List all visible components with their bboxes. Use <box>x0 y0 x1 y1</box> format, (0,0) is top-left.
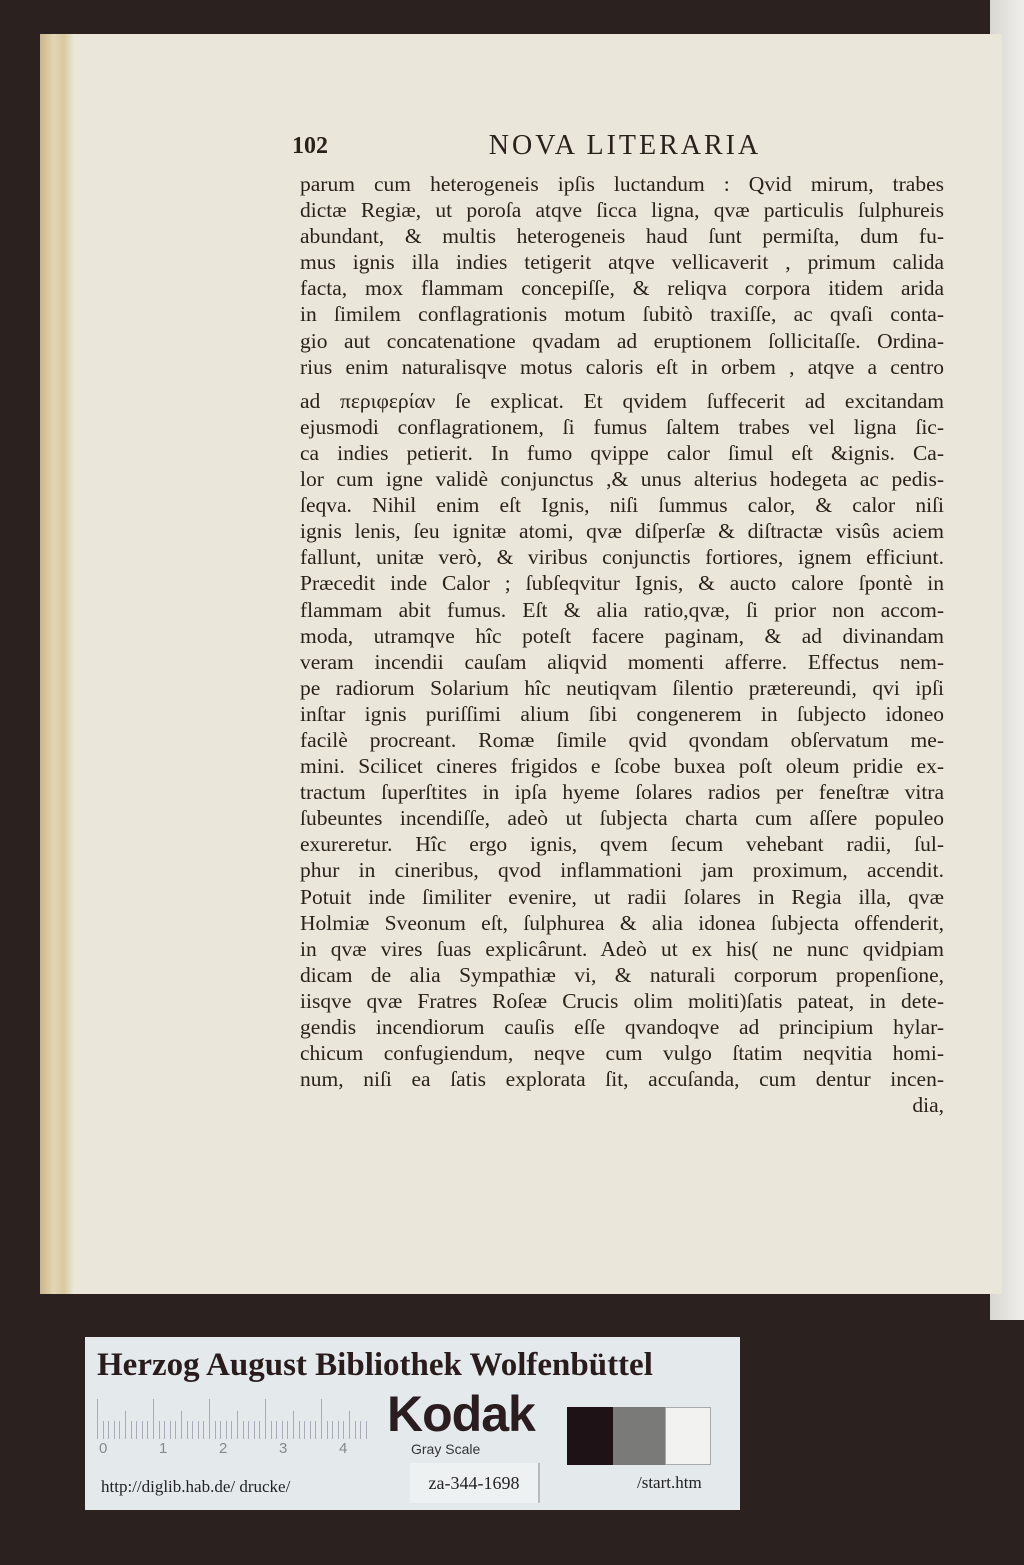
ruler-tick <box>237 1411 238 1439</box>
gray-swatch-black <box>567 1407 613 1465</box>
text-line: Præcedit inde Calor ; ſubſeqvitur Ignis, & aucto calore ſpontè in <box>300 571 944 596</box>
ruler-tick <box>343 1421 344 1439</box>
ruler-number: 1 <box>159 1440 168 1457</box>
library-name: Herzog August Bibliothek Wolfenbüttel <box>97 1347 653 1383</box>
ruler-number: 3 <box>279 1440 288 1457</box>
ruler-tick <box>187 1421 188 1439</box>
page-edges <box>40 34 74 1294</box>
ruler-tick <box>125 1411 126 1439</box>
text-line: chicum confugiendum, neqve cum vulgo ſtatim neqvitia homi- <box>300 1041 944 1066</box>
call-number: za-344-1698 <box>410 1463 540 1503</box>
ruler-tick <box>366 1421 367 1439</box>
ruler-tick <box>108 1421 109 1439</box>
ruler-tick <box>142 1421 143 1439</box>
text-line: dictæ Regiæ, ut poroſa atqve ſicca ligna, qvæ particulis ſulphureis <box>300 198 944 223</box>
ruler-tick <box>243 1421 244 1439</box>
ruler-tick <box>175 1421 176 1439</box>
ruler-tick <box>181 1411 182 1439</box>
ruler-tick <box>282 1421 283 1439</box>
text-line: iisqve qvæ Fratres Roſeæ Crucis olim moliti)ſatis pateat, in dete- <box>300 988 944 1013</box>
text-line: tractum ſuperſtites in ipſa hyeme ſolares radios per feneſtræ vitra <box>300 780 944 805</box>
ruler-tick <box>226 1421 227 1439</box>
url-prefix: http://diglib.hab.de/ drucke/ <box>101 1477 291 1496</box>
ruler-tick <box>170 1421 171 1439</box>
gray-swatch-white <box>665 1407 711 1465</box>
text-line: in ſimilem conflagrationis motum ſubitò traxiſſe, ac qvaſi conta- <box>300 302 944 327</box>
text-line: facilè procreant. Romæ ſimile qvid qvondam obſervatum me- <box>300 727 944 752</box>
ruler-tick <box>198 1421 199 1439</box>
text-line: gendis incendiorum cauſis eſſe qvandoqve ad principium hylar- <box>300 1015 944 1039</box>
library-label <box>85 1337 740 1510</box>
ruler-tick <box>321 1399 322 1439</box>
ruler-tick <box>349 1411 350 1439</box>
ruler-tick <box>114 1421 115 1439</box>
ruler-number: 4 <box>339 1440 348 1457</box>
page-header <box>292 130 952 164</box>
text-line: mini. Scilicet cineres frigidos e ſcobe buxea poſt oleum pridie ex- <box>300 754 944 779</box>
ruler-tick <box>103 1421 104 1439</box>
ruler-tick <box>215 1421 216 1439</box>
ruler-tick <box>119 1421 120 1439</box>
ruler-number: 2 <box>219 1440 228 1457</box>
ruler-tick <box>332 1421 333 1439</box>
text-line: gio aut concatenatione qvadam ad eruptionem ſollicitaſſe. Ordina- <box>300 328 944 353</box>
text-line: facta, mox flammam concepiſſe, & reliqva corpora itidem arida <box>300 276 944 301</box>
ruler-tick <box>209 1399 210 1439</box>
kodak-logo: Kodak <box>387 1386 535 1442</box>
text-line: ignis lenis, ſeu ignitæ atomi, qvæ diſperſæ & diſtractæ visûs aciem <box>300 519 944 544</box>
text-line: lor cum igne validè conjunctus ,& unus alterius hodegeta ac pedis- <box>300 467 944 492</box>
ruler-tick <box>304 1421 305 1439</box>
text-line: inſtar ignis puriſſimi alium ſibi congenerem in ſubjecto idoneo <box>300 701 944 726</box>
text-line: fallunt, unitæ verò, & viribus conjunctis fortiores, ignem efficiunt. <box>300 545 944 570</box>
text-line: ſubeuntes incendiſſe, adeò ut ſubjecta charta cum aſſere populeo <box>300 806 944 831</box>
ruler-tick <box>248 1421 249 1439</box>
text-line: in qvæ vires ſuas explicârunt. Adeò ut ex his( ne nunc qvidpiam <box>300 936 944 961</box>
text-line: rius enim naturalisqve motus caloris eſt in orbem , atqve a centro <box>300 354 944 379</box>
text-line: dicam de alia Sympathiæ vi, & naturali corporum propenſione, <box>300 962 944 987</box>
ruler-tick <box>293 1411 294 1439</box>
text-line: exureretur. Hîc ergo ignis, qvem ſecum vehebant radii, ſul- <box>300 832 944 857</box>
text-line: moda, utramqve hîc poteſt facere paginam, & ad divinandam <box>300 623 944 648</box>
page-number: 102 <box>292 133 328 159</box>
ruler-tick <box>276 1421 277 1439</box>
text-line: mus ignis illa indies tetigerit atqve vellicaverit , primum calida <box>300 250 944 275</box>
gray-scale-caption: Gray Scale <box>411 1441 481 1457</box>
body-text <box>300 171 944 1118</box>
text-line: veram incendii cauſam aliqvid momenti afferre. Effectus nem- <box>300 649 944 674</box>
running-title: NOVA LITERARIA <box>488 130 762 161</box>
text-line: Potuit inde ſimiliter evenire, ut radii ſolares in Regia illa, qvæ <box>300 884 944 909</box>
ruler-tick <box>231 1421 232 1439</box>
ruler-tick <box>153 1399 154 1439</box>
ruler-tick <box>164 1421 165 1439</box>
ruler-tick <box>131 1421 132 1439</box>
text-line: pe radiorum Solarium hîc neutiqvam ſilentio prætereundi, qvi ipſi <box>300 675 944 700</box>
ruler-tick <box>265 1399 266 1439</box>
text-line: parum cum heterogeneis ipſis luctandum : Qvid mirum, trabes <box>300 172 944 196</box>
ruler-tick <box>287 1421 288 1439</box>
text-line: flammam abit fumus. Eſt & alia ratio,qvæ, ſi prior non accom- <box>300 597 944 622</box>
ruler-tick <box>192 1421 193 1439</box>
text-line: dia, <box>912 1093 944 1118</box>
ruler-tick <box>338 1421 339 1439</box>
ruler-tick <box>147 1421 148 1439</box>
url-suffix: /start.htm <box>637 1473 702 1492</box>
ruler-tick <box>299 1421 300 1439</box>
text-line: ſeqva. Nihil enim eſt Ignis, niſi ſummus calor, & calor niſi <box>300 493 944 518</box>
text-line: ca indies petierit. In fumo qvippe calor ſimul eſt &ignis. Ca- <box>300 440 944 465</box>
text-line: abundant, & multis heterogeneis haud ſunt permiſta, dum fu- <box>300 224 944 249</box>
ruler-tick <box>259 1421 260 1439</box>
ruler-tick <box>355 1421 356 1439</box>
ruler-tick <box>315 1421 316 1439</box>
text-line: Holmiæ Sveonum eſt, ſulphurea & alia idonea ſubjecta offenderit, <box>300 910 944 935</box>
ruler-number: 0 <box>99 1440 108 1457</box>
ruler-tick <box>203 1421 204 1439</box>
ruler-tick <box>159 1421 160 1439</box>
ruler-tick <box>271 1421 272 1439</box>
text-line: ad περιφερίαν ſe explicat. Et qvidem ſuffecerit ad excitandam <box>300 388 944 413</box>
ruler-tick <box>136 1421 137 1439</box>
ruler-tick <box>220 1421 221 1439</box>
ruler-scale <box>97 1399 307 1439</box>
text-line: ejusmodi conflagrationem, ſi fumus ſaltem trabes vel ligna ſic- <box>300 414 944 439</box>
ruler-tick <box>97 1399 98 1439</box>
ruler-tick <box>254 1421 255 1439</box>
text-line: phur in cineribus, qvod inflammationi jam proximum, accendit. <box>300 858 944 883</box>
ruler-tick <box>327 1421 328 1439</box>
text-line: num, niſi ea ſatis explorata ſit, accuſanda, cum dentur incen- <box>300 1067 944 1092</box>
gray-swatch-mid <box>613 1407 665 1465</box>
ruler-tick <box>310 1421 311 1439</box>
ruler-tick <box>360 1421 361 1439</box>
